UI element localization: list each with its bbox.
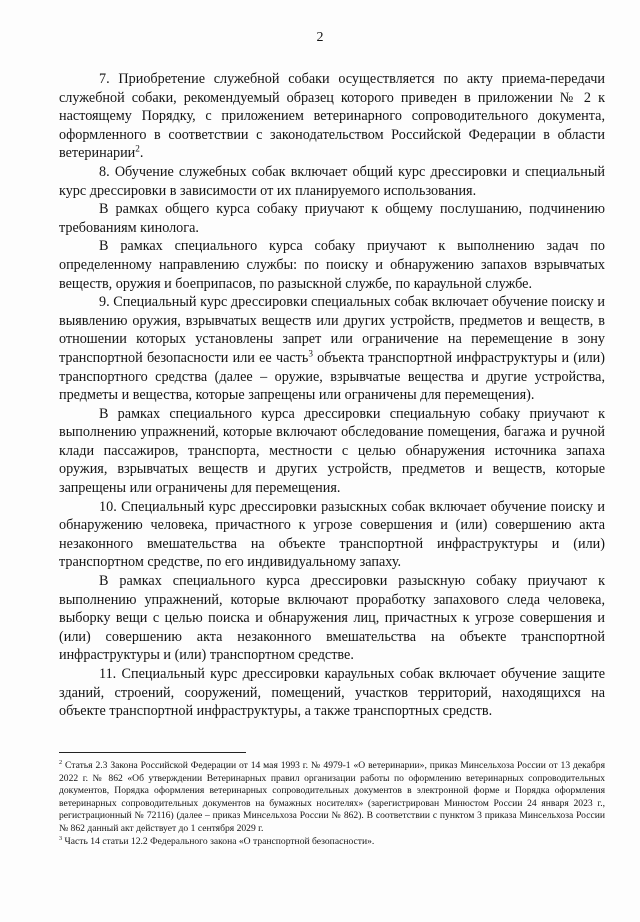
footnote-3 xyxy=(59,836,605,849)
paragraph-text: В рамках специального курса дрессировки специальную собаку приучают к выполнению упражнений, которые включают обследование помещения, багажа и ручной клади пассажиров, транспорта, местности с целью обнаружения источника запаха оружия, взрывчатых веществ и других устройств, предметов и веществ, которые запрещены или ограничены для перемещения. xyxy=(59,405,605,497)
footnote-text: Часть 14 статьи 12.2 Федерального закона «О транспортной безопасности». xyxy=(62,835,375,847)
paragraph-text: 10. Специальный курс дрессировки разыскных собак включает обучение поиску и обнаружению человека, причастного к угрозе совершения и (или) совершению акта незаконного вмешательства на объекте транспортной инфраструктуры и (или) транспортном средстве, по его индивидуальному запаху. xyxy=(59,498,605,571)
document-body xyxy=(59,70,605,721)
paragraph-10 xyxy=(59,498,605,572)
footnote-separator xyxy=(59,752,246,753)
paragraph-11 xyxy=(59,665,605,721)
paragraph-tail: объекта транспортной инфраструктуры и (или) транспортного средства (далее – оружие, взрывчатые вещества и другие устройства, предметы и вещества, которые запрещены или ограничены для перемещения). xyxy=(59,349,605,404)
paragraph-7 xyxy=(59,70,605,163)
footnote-ref: 3 xyxy=(308,348,313,359)
paragraph-8-special-course xyxy=(59,237,605,293)
paragraph-text: 9. Специальный курс дрессировки специальных собак включает обучение поиску и выявлению оружия, взрывчатых веществ или других устройств, предметов и веществ, в отношении которых установлены запрет или ограничение на перемещение в зону транспортной безопасности или ее часть xyxy=(59,294,605,366)
paragraph-text: 11. Специальный курс дрессировки караульных собак включает обучение защите зданий, строений, сооружений, помещений, участков территорий, находящихся на объекте транспортной инфраструктуры, а также транспортных средств. xyxy=(59,666,605,720)
page-number: 2 xyxy=(316,30,324,45)
paragraph-text: В рамках специального курса собаку приучают к выполнению задач по определенному направлению службы: по поиску и обнаружению запахов взрывчатых веществ, оружия и боеприпасов, по разыскной службе, по караульной службе. xyxy=(59,238,605,292)
footnote-text: Статья 2.3 Закона Российской Федерации от 14 мая 1993 г. № 4979-1 «О ветеринарии», приказ Минсельхоза России от 13 декабря 2022 г. № 862 «Об утверждении Ветеринарных правил организации работы по оформлению ветеринарных сопроводительных документов, Порядка оформления ветеринарных сопроводительных документов в электронной форме и Порядка оформления ветеринарных сопроводительных документов на бумажных носителях» (зарегистрирован Минюстом России 24 января 2023 г., регистрационный № 72116) (далее – приказ Минсельхоза России № 862). В соответствии с пунктом 3 приказа Минсельхоза России № 862 данный акт действует до 1 сентября 2029 г. xyxy=(59,760,605,834)
paragraph-text: В рамках специального курса дрессировки разыскную собаку приучают к выполнению упражнений, которые включают проработку запахового следа человека, выборку вещи с целью поиска и обнаружения лиц, причастных к угрозе совершения и (или) совершению акта незаконного вмешательства на объекте транспортной инфраструктуры и (или) транспортном средстве. xyxy=(59,573,605,664)
footnote-mark: 3 xyxy=(59,834,63,842)
paragraph-8-general-course xyxy=(59,200,605,237)
footnote-2 xyxy=(59,760,605,836)
paragraph-10-search-training xyxy=(59,572,605,665)
paragraph-9-special-training xyxy=(59,405,605,498)
footnote-ref: 2 xyxy=(135,143,140,154)
paragraph-text: 7. Приобретение служебной собаки осуществляется по акту приема-передачи служебной собаки, рекомендуемый образец которого приведен в приложении № 2 к настоящему Порядку, с приложением ветеринарного сопроводительного документа, оформленного в соответствии с законодательством Российской Федерации в области ветеринарии xyxy=(59,71,605,162)
paragraph-text: 8. Обучение служебных собак включает общий курс дрессировки и специальный курс дрессировки в зависимости от их планируемого использования. xyxy=(59,163,605,199)
paragraph-9 xyxy=(59,293,605,405)
footnote-mark: 2 xyxy=(59,758,63,766)
paragraph-8 xyxy=(59,163,605,200)
paragraph-tail: . xyxy=(139,145,144,162)
paragraph-text: В рамках общего курса собаку приучают к общему послушанию, подчинению требованиям кинолога. xyxy=(59,201,605,236)
footnotes xyxy=(59,760,605,848)
